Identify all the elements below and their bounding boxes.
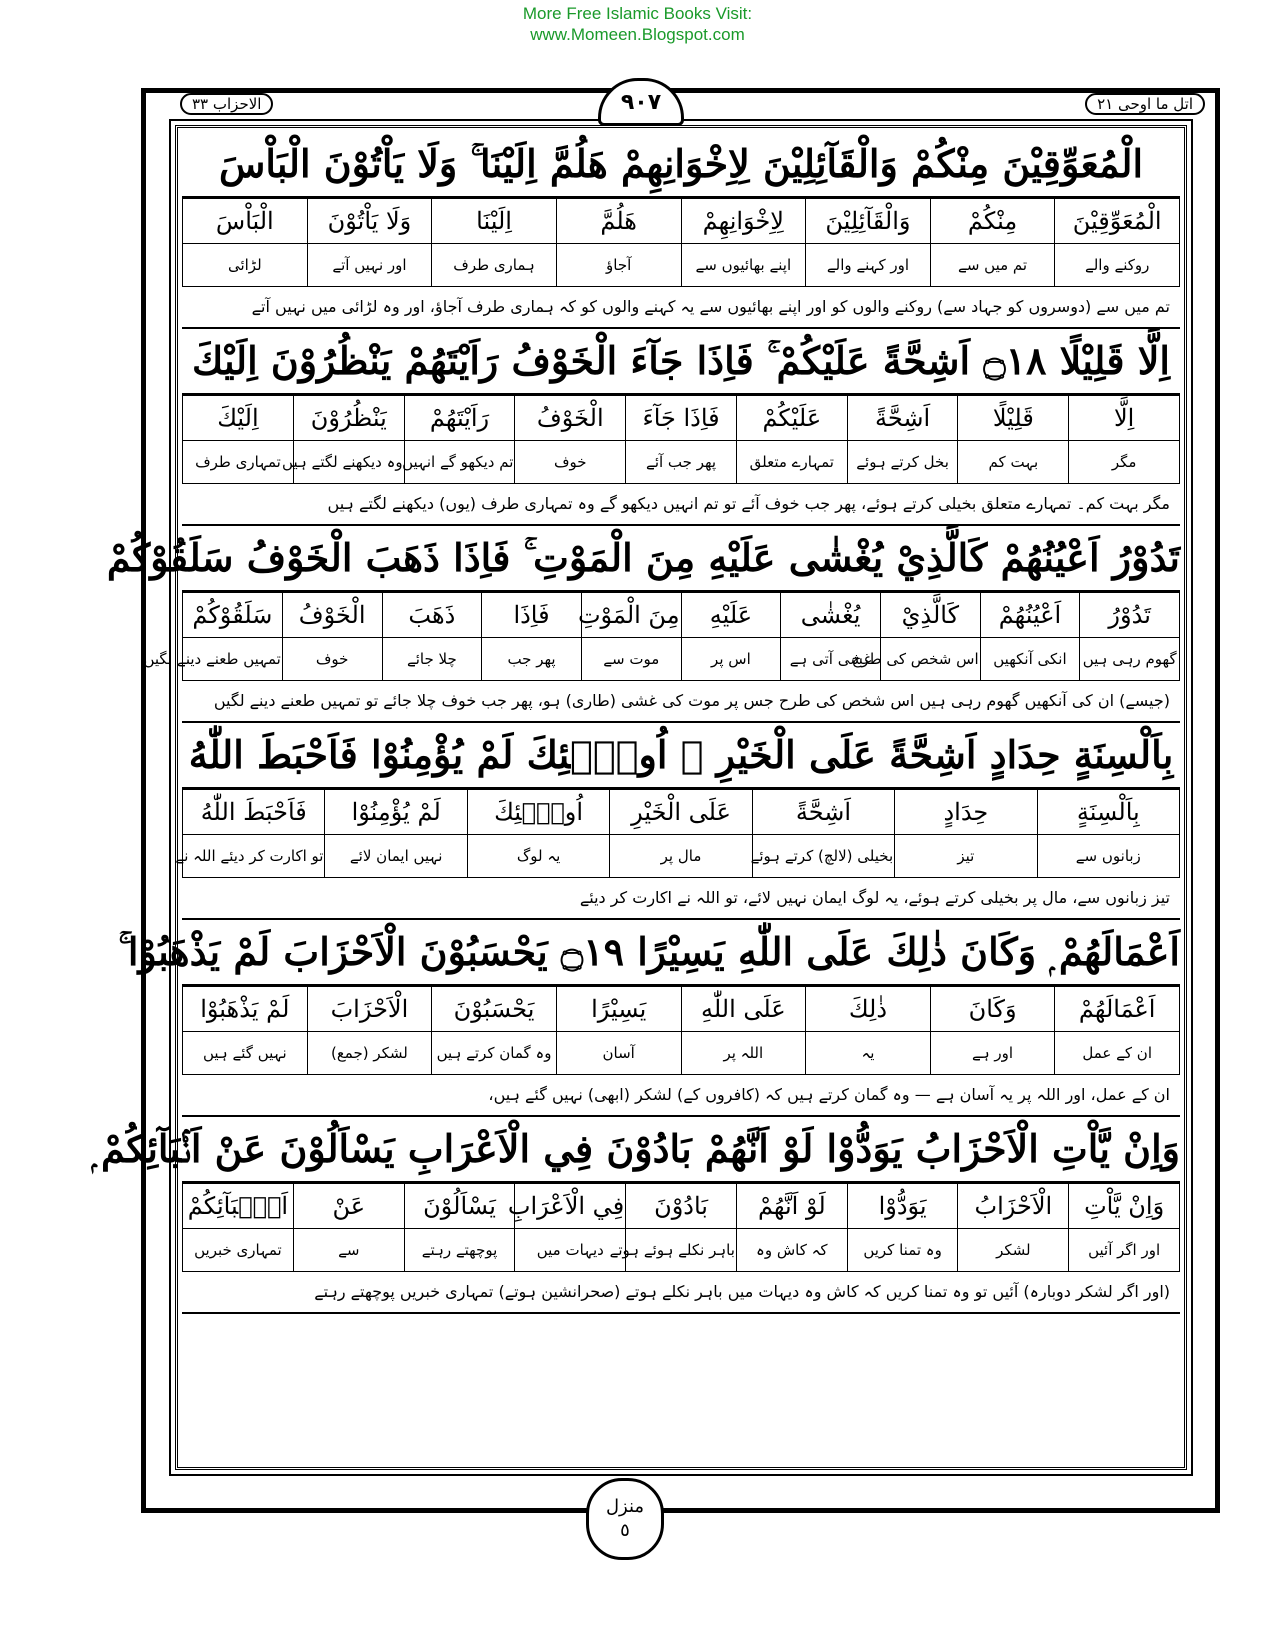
arabic-words-row: [183, 396, 1180, 441]
manzil-number: ٥: [620, 1520, 630, 1541]
meaning-cell: یہ لوگ: [467, 835, 609, 878]
arabic-word-cell: الْخَوْفُ: [515, 396, 626, 441]
verse-block: [182, 132, 1180, 329]
meaning-cell: یہ: [806, 1032, 931, 1075]
meaning-cell: اور کہنے والے: [806, 244, 931, 287]
arabic-verse-line: تَدُوْرُ اَعْيُنُهُمْ كَالَّذِيْ يُغْشٰى عَلَيْهِ مِنَ الْمَوْتِ ۚ فَاِذَا ذَهَبَ الْخَوْفُ سَلَقُوْكُمْ: [182, 526, 1180, 592]
meaning-cell: اس پر: [681, 638, 781, 681]
arabic-word-cell: عَلَيْكُمْ: [736, 396, 847, 441]
arabic-word-cell: الْمُعَوِّقِيْنَ: [1055, 199, 1180, 244]
surah-name: الاحزاب ٣٣: [180, 93, 273, 115]
arabic-verse-line: الْمُعَوِّقِيْنَ مِنْكُمْ وَالْقَآئِلِيْنَ لِاِخْوَانِهِمْ هَلُمَّ اِلَيْنَا ۚ وَلَا يَاْتُوْنَ الْبَاْسَ: [182, 132, 1180, 198]
arabic-word-cell: يَسِيْرًا: [556, 987, 681, 1032]
arabic-word-cell: يَحْسَبُوْنَ: [432, 987, 557, 1032]
meaning-cell: لشکر: [958, 1229, 1069, 1272]
promo-link[interactable]: www.Momeen.Blogspot.com: [530, 25, 745, 44]
meanings-row: [183, 1032, 1180, 1075]
word-by-word-table: [182, 198, 1180, 287]
arabic-word-cell: بَادُوْنَ: [626, 1184, 737, 1229]
meaning-cell: اور نہیں آتے: [307, 244, 432, 287]
translation-line: تیز زبانوں سے، مال پر بخیلی کرتے ہوئے، یہ لوگ ایمان نہیں لائے، تو اللہ نے اکارت کر دیئے: [579, 888, 1170, 907]
meaning-cell: اس شخص کی طرح: [880, 638, 980, 681]
meaning-cell: پوچھتے رہتے: [404, 1229, 515, 1272]
meanings-row: [183, 835, 1180, 878]
meaning-cell: زبانوں سے: [1037, 835, 1179, 878]
arabic-words-row: [183, 1184, 1180, 1229]
meaning-cell: خوف: [515, 441, 626, 484]
translation-line: تم میں سے (دوسروں کو جہاد سے) روکنے والوں کو اور اپنے بھائیوں سے یہ کہنے والوں کو کہ ہماری طرف آجاؤ، اور وہ لڑائی میں نہیں آتے: [251, 297, 1170, 316]
meaning-cell: تمہیں طعنے دینے لگیں: [183, 638, 283, 681]
arabic-word-cell: يُغْشٰى: [781, 593, 881, 638]
arabic-word-cell: يَوَدُّوْا: [847, 1184, 958, 1229]
arabic-word-cell: عَلَى اللّٰهِ: [681, 987, 806, 1032]
arabic-verse-line: اَعْمَالَهُمْ ۭ وَكَانَ ذٰلِكَ عَلَى اللّٰهِ يَسِيْرًا ۝١٩ يَحْسَبُوْنَ الْاَحْزَابَ لَمْ يَذْهَبُوْا ۚ: [182, 920, 1180, 986]
meanings-row: [183, 1229, 1180, 1272]
verse-block: [175, 723, 1180, 920]
word-by-word-table: [143, 592, 1180, 681]
arabic-word-cell: عَلَى الْخَيْرِ: [610, 790, 752, 835]
meaning-cell: لشکر (جمع): [307, 1032, 432, 1075]
meaning-cell: بخل کرتے ہوئے: [847, 441, 958, 484]
content-area: [91, 132, 1180, 1314]
para-header: [1085, 90, 1205, 118]
word-by-word-table: [182, 395, 1180, 484]
meaning-cell: وہ تمنا کریں: [847, 1229, 958, 1272]
arabic-word-cell: اَشِحَّةً: [847, 396, 958, 441]
manzil-badge: [586, 1478, 664, 1560]
meaning-cell: تم دیکھو گے انہیں: [404, 441, 515, 484]
meaning-cell: آسان: [556, 1032, 681, 1075]
arabic-word-cell: لَمْ يُؤْمِنُوْا: [325, 790, 467, 835]
meanings-row: [183, 638, 1180, 681]
arabic-word-cell: فِي الْاَعْرَابِ: [515, 1184, 626, 1229]
verse-block: [91, 1117, 1180, 1314]
arabic-word-cell: لَوْ اَنَّهُمْ: [736, 1184, 847, 1229]
arabic-word-cell: اُولٰۤئِكَ: [467, 790, 609, 835]
arabic-word-cell: اِلَيْنَا: [432, 199, 557, 244]
surah-header: [180, 90, 273, 118]
meanings-row: [183, 441, 1180, 484]
arabic-word-cell: الْاَحْزَابُ: [958, 1184, 1069, 1229]
meaning-cell: بہت کم: [958, 441, 1069, 484]
arabic-word-cell: قَلِيْلًا: [958, 396, 1069, 441]
arabic-word-cell: بِاَلْسِنَةٍ: [1037, 790, 1179, 835]
arabic-word-cell: اَنْۢبَآئِكُمْ: [183, 1184, 294, 1229]
meaning-cell: نہیں ایمان لائے: [325, 835, 467, 878]
meaning-cell: کہ کاش وہ: [736, 1229, 847, 1272]
arabic-word-cell: رَاَيْتَهُمْ: [404, 396, 515, 441]
arabic-word-cell: فَاَحْبَطَ اللّٰهُ: [183, 790, 325, 835]
meaning-cell: تمہاری خبریں: [183, 1229, 294, 1272]
arabic-word-cell: مِنَ الْمَوْتِ: [581, 593, 681, 638]
arabic-word-cell: اَعْمَالَهُمْ: [1055, 987, 1180, 1032]
meaning-cell: تو اکارت کر دیئے اللہ نے: [183, 835, 325, 878]
meaning-cell: پھر جب آئے: [626, 441, 737, 484]
meaning-cell: مال پر: [610, 835, 752, 878]
arabic-word-cell: سَلَقُوْكُمْ: [183, 593, 283, 638]
arabic-word-cell: يَسْاَلُوْنَ: [404, 1184, 515, 1229]
arabic-word-cell: اَعْيُنُهُمْ: [980, 593, 1080, 638]
arabic-word-cell: اِلَّا: [1069, 396, 1180, 441]
meaning-cell: اپنے بھائیوں سے: [681, 244, 806, 287]
meaning-cell: باہر نکلے ہوئے ہوتے: [626, 1229, 737, 1272]
arabic-word-cell: الْبَاْسَ: [183, 199, 308, 244]
promo-banner: [0, 3, 1275, 45]
meaning-cell: نہیں گئے ہیں: [183, 1032, 308, 1075]
arabic-verse-line: اِلَّا قَلِيْلًا ۝١٨ اَشِحَّةً عَلَيْكُمْ ۚ فَاِذَا جَآءَ الْخَوْفُ رَاَيْتَهُمْ يَنْظُرُوْنَ اِلَيْكَ: [182, 329, 1180, 395]
meaning-cell: غشی آتی ہے: [781, 638, 881, 681]
word-by-word-table: [175, 789, 1180, 878]
para-name: اتل ما اوحی ٢١: [1085, 93, 1205, 115]
meaning-cell: وہ دیکھنے لگتے ہیں: [293, 441, 404, 484]
page-number: ٩٠٧: [598, 78, 684, 126]
meaning-cell: بخیلی (لالچ) کرتے ہوئے: [752, 835, 894, 878]
arabic-word-cell: اِلَيْكَ: [183, 396, 294, 441]
arabic-word-cell: عَلَيْهِ: [681, 593, 781, 638]
verse-block: [182, 329, 1180, 526]
meaning-cell: تم میں سے: [930, 244, 1055, 287]
arabic-word-cell: فَاِذَا: [482, 593, 582, 638]
arabic-word-cell: لِاِخْوَانِهِمْ: [681, 199, 806, 244]
arabic-word-cell: مِنْكُمْ: [930, 199, 1055, 244]
meaning-cell: سے: [293, 1229, 404, 1272]
arabic-word-cell: كَالَّذِيْ: [880, 593, 980, 638]
meaning-cell: اور اگر آئیں: [1069, 1229, 1180, 1272]
meaning-cell: ان کے عمل: [1055, 1032, 1180, 1075]
arabic-verse-line: وَاِنْ يَّاْتِ الْاَحْزَابُ يَوَدُّوْا لَوْ اَنَّهُمْ بَادُوْنَ فِي الْاَعْرَابِ يَسْاَلُوْنَ عَنْ اَنْۢبَآئِكُمْ ۭ: [182, 1117, 1180, 1183]
meaning-cell: اللہ پر: [681, 1032, 806, 1075]
translation-line: ان کے عمل، اور اللہ پر یہ آسان ہے — وہ گمان کرتے ہیں کہ (کافروں کے) لشکر (ابھی) نہیں گئے ہیں،: [488, 1085, 1170, 1104]
translation-line: مگر بہت کم۔ تمہارے متعلق بخیلی کرتے ہوئے، پھر جب خوف آئے تو تم انہیں دیکھو گے وہ تمہاری طرف (یوں) دیکھنے لگتے ہیں: [327, 494, 1170, 513]
meaning-cell: موت سے: [581, 638, 681, 681]
meaning-cell: تمہاری طرف: [183, 441, 294, 484]
meaning-cell: انکی آنکھیں: [980, 638, 1080, 681]
translation-line: (اور اگر لشکر دوبارہ) آئیں تو وہ تمنا کریں کہ کاش وہ دیہات میں باہر نکلے ہوتے (صحرانشین ہوتے) تمہاری خبریں پوچھتے رہتے: [314, 1282, 1170, 1301]
promo-text: More Free Islamic Books Visit:: [522, 4, 753, 23]
meaning-cell: وہ گمان کرتے ہیں: [432, 1032, 557, 1075]
meaning-cell: گھوم رہی ہیں: [1080, 638, 1180, 681]
arabic-verse-line: بِاَلْسِنَةٍ حِدَادٍ اَشِحَّةً عَلَى الْخَيْرِ ۭ اُولٰۤئِكَ لَمْ يُؤْمِنُوْا فَاَحْبَطَ اللّٰهُ: [182, 723, 1180, 789]
meaning-cell: چلا جائے: [382, 638, 482, 681]
meaning-cell: اور ہے: [930, 1032, 1055, 1075]
arabic-word-cell: حِدَادٍ: [895, 790, 1037, 835]
verse-block: [118, 920, 1180, 1117]
manzil-label: منزل: [605, 1496, 645, 1517]
arabic-word-cell: لَمْ يَذْهَبُوْا: [183, 987, 308, 1032]
arabic-word-cell: تَدُوْرُ: [1080, 593, 1180, 638]
arabic-word-cell: هَلُمَّ: [556, 199, 681, 244]
meaning-cell: پھر جب: [482, 638, 582, 681]
word-by-word-table: [182, 986, 1180, 1075]
arabic-word-cell: ذٰلِكَ: [806, 987, 931, 1032]
meanings-row: [183, 244, 1180, 287]
arabic-words-row: [183, 987, 1180, 1032]
verse-block: [106, 526, 1180, 723]
meaning-cell: لڑائی: [183, 244, 308, 287]
arabic-word-cell: اَشِحَّةً: [752, 790, 894, 835]
arabic-word-cell: يَنْظُرُوْنَ: [293, 396, 404, 441]
arabic-word-cell: الْاَحْزَابَ: [307, 987, 432, 1032]
arabic-word-cell: وَالْقَآئِلِيْنَ: [806, 199, 931, 244]
meaning-cell: دیہات میں: [515, 1229, 626, 1272]
translation-line: (جیسے) ان کی آنکھیں گھوم رہی ہیں اس شخص کی طرح جس پر موت کی غشی (طاری) ہو، پھر جب خوف چلا جائے تو تمہیں طعنے دینے لگیں: [213, 691, 1170, 710]
meaning-cell: ہماری طرف: [432, 244, 557, 287]
meaning-cell: تیز: [895, 835, 1037, 878]
meaning-cell: آجاؤ: [556, 244, 681, 287]
arabic-word-cell: ذَهَبَ: [382, 593, 482, 638]
arabic-word-cell: فَاِذَا جَآءَ: [626, 396, 737, 441]
meaning-cell: مگر: [1069, 441, 1180, 484]
arabic-words-row: [183, 790, 1180, 835]
arabic-word-cell: وَاِنْ يَّاْتِ: [1069, 1184, 1180, 1229]
meaning-cell: روکنے والے: [1055, 244, 1180, 287]
arabic-word-cell: وَكَانَ: [930, 987, 1055, 1032]
meaning-cell: تمہارے متعلق: [736, 441, 847, 484]
arabic-words-row: [183, 593, 1180, 638]
arabic-words-row: [183, 199, 1180, 244]
meaning-cell: خوف: [282, 638, 382, 681]
word-by-word-table: [182, 1183, 1180, 1272]
arabic-word-cell: عَنْ: [293, 1184, 404, 1229]
arabic-word-cell: وَلَا يَاْتُوْنَ: [307, 199, 432, 244]
arabic-word-cell: الْخَوْفُ: [282, 593, 382, 638]
